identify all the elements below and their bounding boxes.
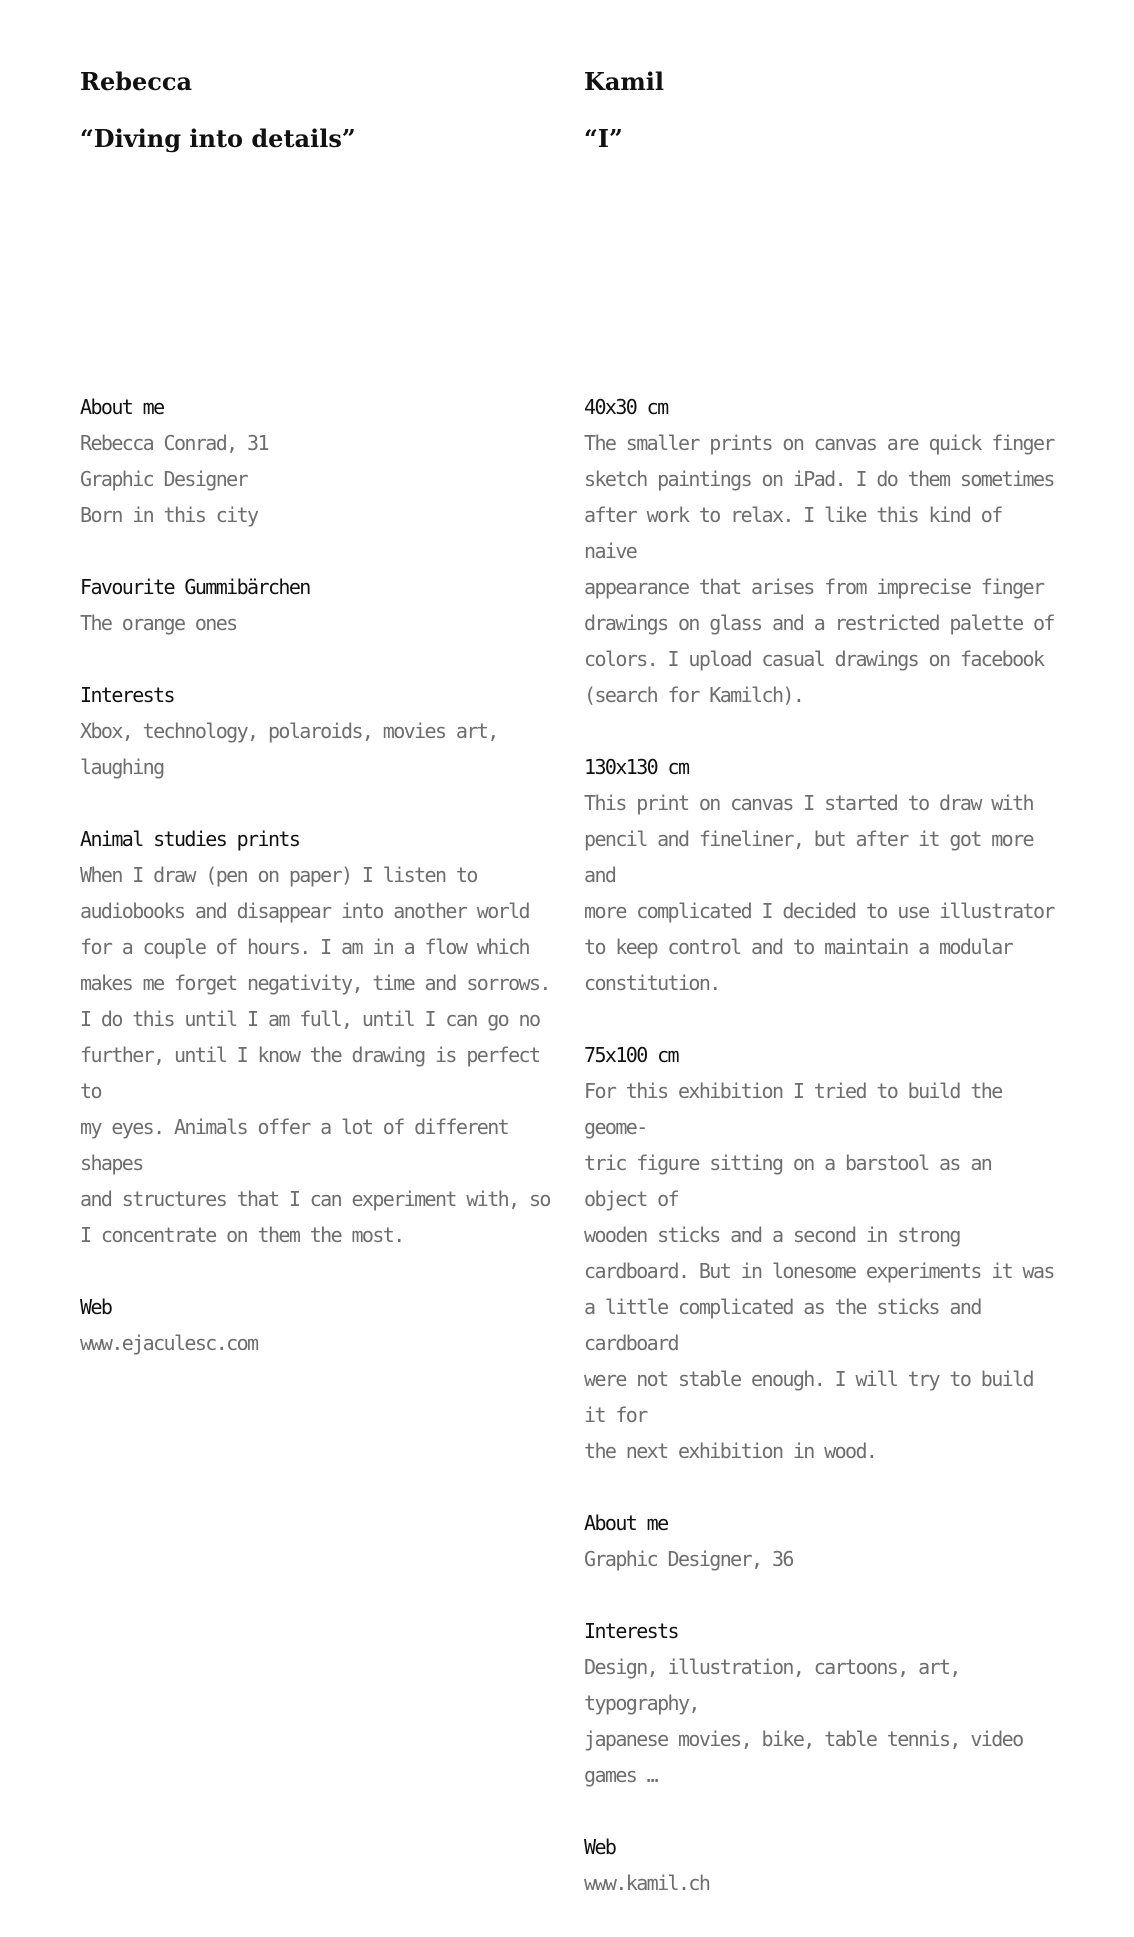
section-text-line: wooden sticks and a second in strong bbox=[584, 1223, 960, 1247]
detail-section bbox=[584, 1505, 1054, 1577]
section-label: About me bbox=[80, 395, 164, 419]
section-text-line: japanese movies, bike, table tennis, video bbox=[584, 1727, 1023, 1751]
section-text-line: Design, illustration, cartoons, art, typography, bbox=[584, 1655, 960, 1715]
section-label: 40x30 cm bbox=[584, 395, 668, 419]
detail-section bbox=[80, 569, 550, 641]
section-text-line: When I draw (pen on paper) I listen to bbox=[80, 863, 477, 887]
section-text-line: further, until I know the drawing is perfect to bbox=[80, 1043, 540, 1103]
profile-details bbox=[80, 389, 550, 1397]
section-text-line: (search for Kamilch). bbox=[584, 683, 804, 707]
detail-section bbox=[80, 677, 550, 785]
section-text-line: Born in this city bbox=[80, 503, 258, 527]
section-text-line: Rebecca Conrad, 31 bbox=[80, 431, 268, 455]
section-text-line: I concentrate on them the most. bbox=[80, 1223, 404, 1247]
profile-column-right bbox=[584, 66, 1054, 1895]
profile-column-left bbox=[80, 66, 550, 1355]
section-label: 130x130 cm bbox=[584, 755, 689, 779]
section-text-line: more complicated I decided to use illustrator bbox=[584, 899, 1054, 923]
section-text-line: and structures that I can experiment with, so bbox=[80, 1187, 550, 1211]
section-text-line: tric figure sitting on a barstool as an object of bbox=[584, 1151, 992, 1211]
section-text-line: colors. I upload casual drawings on facebook bbox=[584, 647, 1044, 671]
detail-section bbox=[584, 1037, 1054, 1469]
section-text-line: the next exhibition in wood. bbox=[584, 1439, 877, 1463]
artwork-title: “Diving into details” bbox=[80, 124, 356, 153]
section-text-line: pencil and fineliner, but after it got more and bbox=[584, 827, 1033, 887]
section-text-line: my eyes. Animals offer a lot of different shapes bbox=[80, 1115, 509, 1175]
detail-section bbox=[80, 1289, 550, 1361]
detail-section bbox=[584, 1829, 1054, 1901]
section-text-line: audiobooks and disappear into another world bbox=[80, 899, 529, 923]
artwork-title: “I” bbox=[584, 124, 623, 153]
section-text-line: sketch paintings on iPad. I do them sometimes bbox=[584, 467, 1054, 491]
section-text-line: Graphic Designer, 36 bbox=[584, 1547, 793, 1571]
detail-section bbox=[584, 1613, 1054, 1793]
section-text-line: appearance that arises from imprecise finger bbox=[584, 575, 1044, 599]
section-text-line: Xbox, technology, polaroids, movies art, bbox=[80, 719, 498, 743]
section-label: Favourite Gummibärchen bbox=[80, 575, 310, 599]
section-text-line: I do this until I am full, until I can go no bbox=[80, 1007, 540, 1031]
section-label: Interests bbox=[584, 1619, 678, 1643]
section-text-line: games … bbox=[584, 1763, 658, 1787]
section-text-line: were not stable enough. I will try to build it for bbox=[584, 1367, 1033, 1427]
section-text-line: to keep control and to maintain a modular bbox=[584, 935, 1013, 959]
section-text-line: www.ejaculesc.com bbox=[80, 1331, 258, 1355]
section-label: Web bbox=[584, 1835, 616, 1859]
section-text-line: This print on canvas I started to draw with bbox=[584, 791, 1033, 815]
section-text-line: makes me forget negativity, time and sorrows. bbox=[80, 971, 550, 995]
section-text-line: constitution. bbox=[584, 971, 720, 995]
section-label: Web bbox=[80, 1295, 112, 1319]
section-text-line: laughing bbox=[80, 755, 164, 779]
section-text-line: for a couple of hours. I am in a flow which bbox=[80, 935, 529, 959]
section-text-line: a little complicated as the sticks and cardboard bbox=[584, 1295, 981, 1355]
profile-details bbox=[584, 389, 1054, 1937]
section-text-line: For this exhibition I tried to build the geome- bbox=[584, 1079, 1002, 1139]
profile-name: Rebecca bbox=[80, 67, 193, 96]
profile-name: Kamil bbox=[584, 67, 665, 96]
detail-section bbox=[80, 821, 550, 1253]
detail-section bbox=[584, 749, 1054, 1001]
detail-section bbox=[584, 389, 1054, 713]
section-text-line: The smaller prints on canvas are quick finger bbox=[584, 431, 1054, 455]
section-label: Animal studies prints bbox=[80, 827, 300, 851]
section-label: About me bbox=[584, 1511, 668, 1535]
detail-section bbox=[80, 389, 550, 533]
section-text-line: Graphic Designer bbox=[80, 467, 248, 491]
section-label: Interests bbox=[80, 683, 174, 707]
section-text-line: The orange ones bbox=[80, 611, 237, 635]
section-text-line: drawings on glass and a restricted palette of bbox=[584, 611, 1054, 635]
section-text-line: www.kamil.ch bbox=[584, 1871, 710, 1895]
section-text-line: after work to relax. I like this kind of naive bbox=[584, 503, 1002, 563]
section-text-line: cardboard. But in lonesome experiments it was bbox=[584, 1259, 1054, 1283]
section-label: 75x100 cm bbox=[584, 1043, 678, 1067]
